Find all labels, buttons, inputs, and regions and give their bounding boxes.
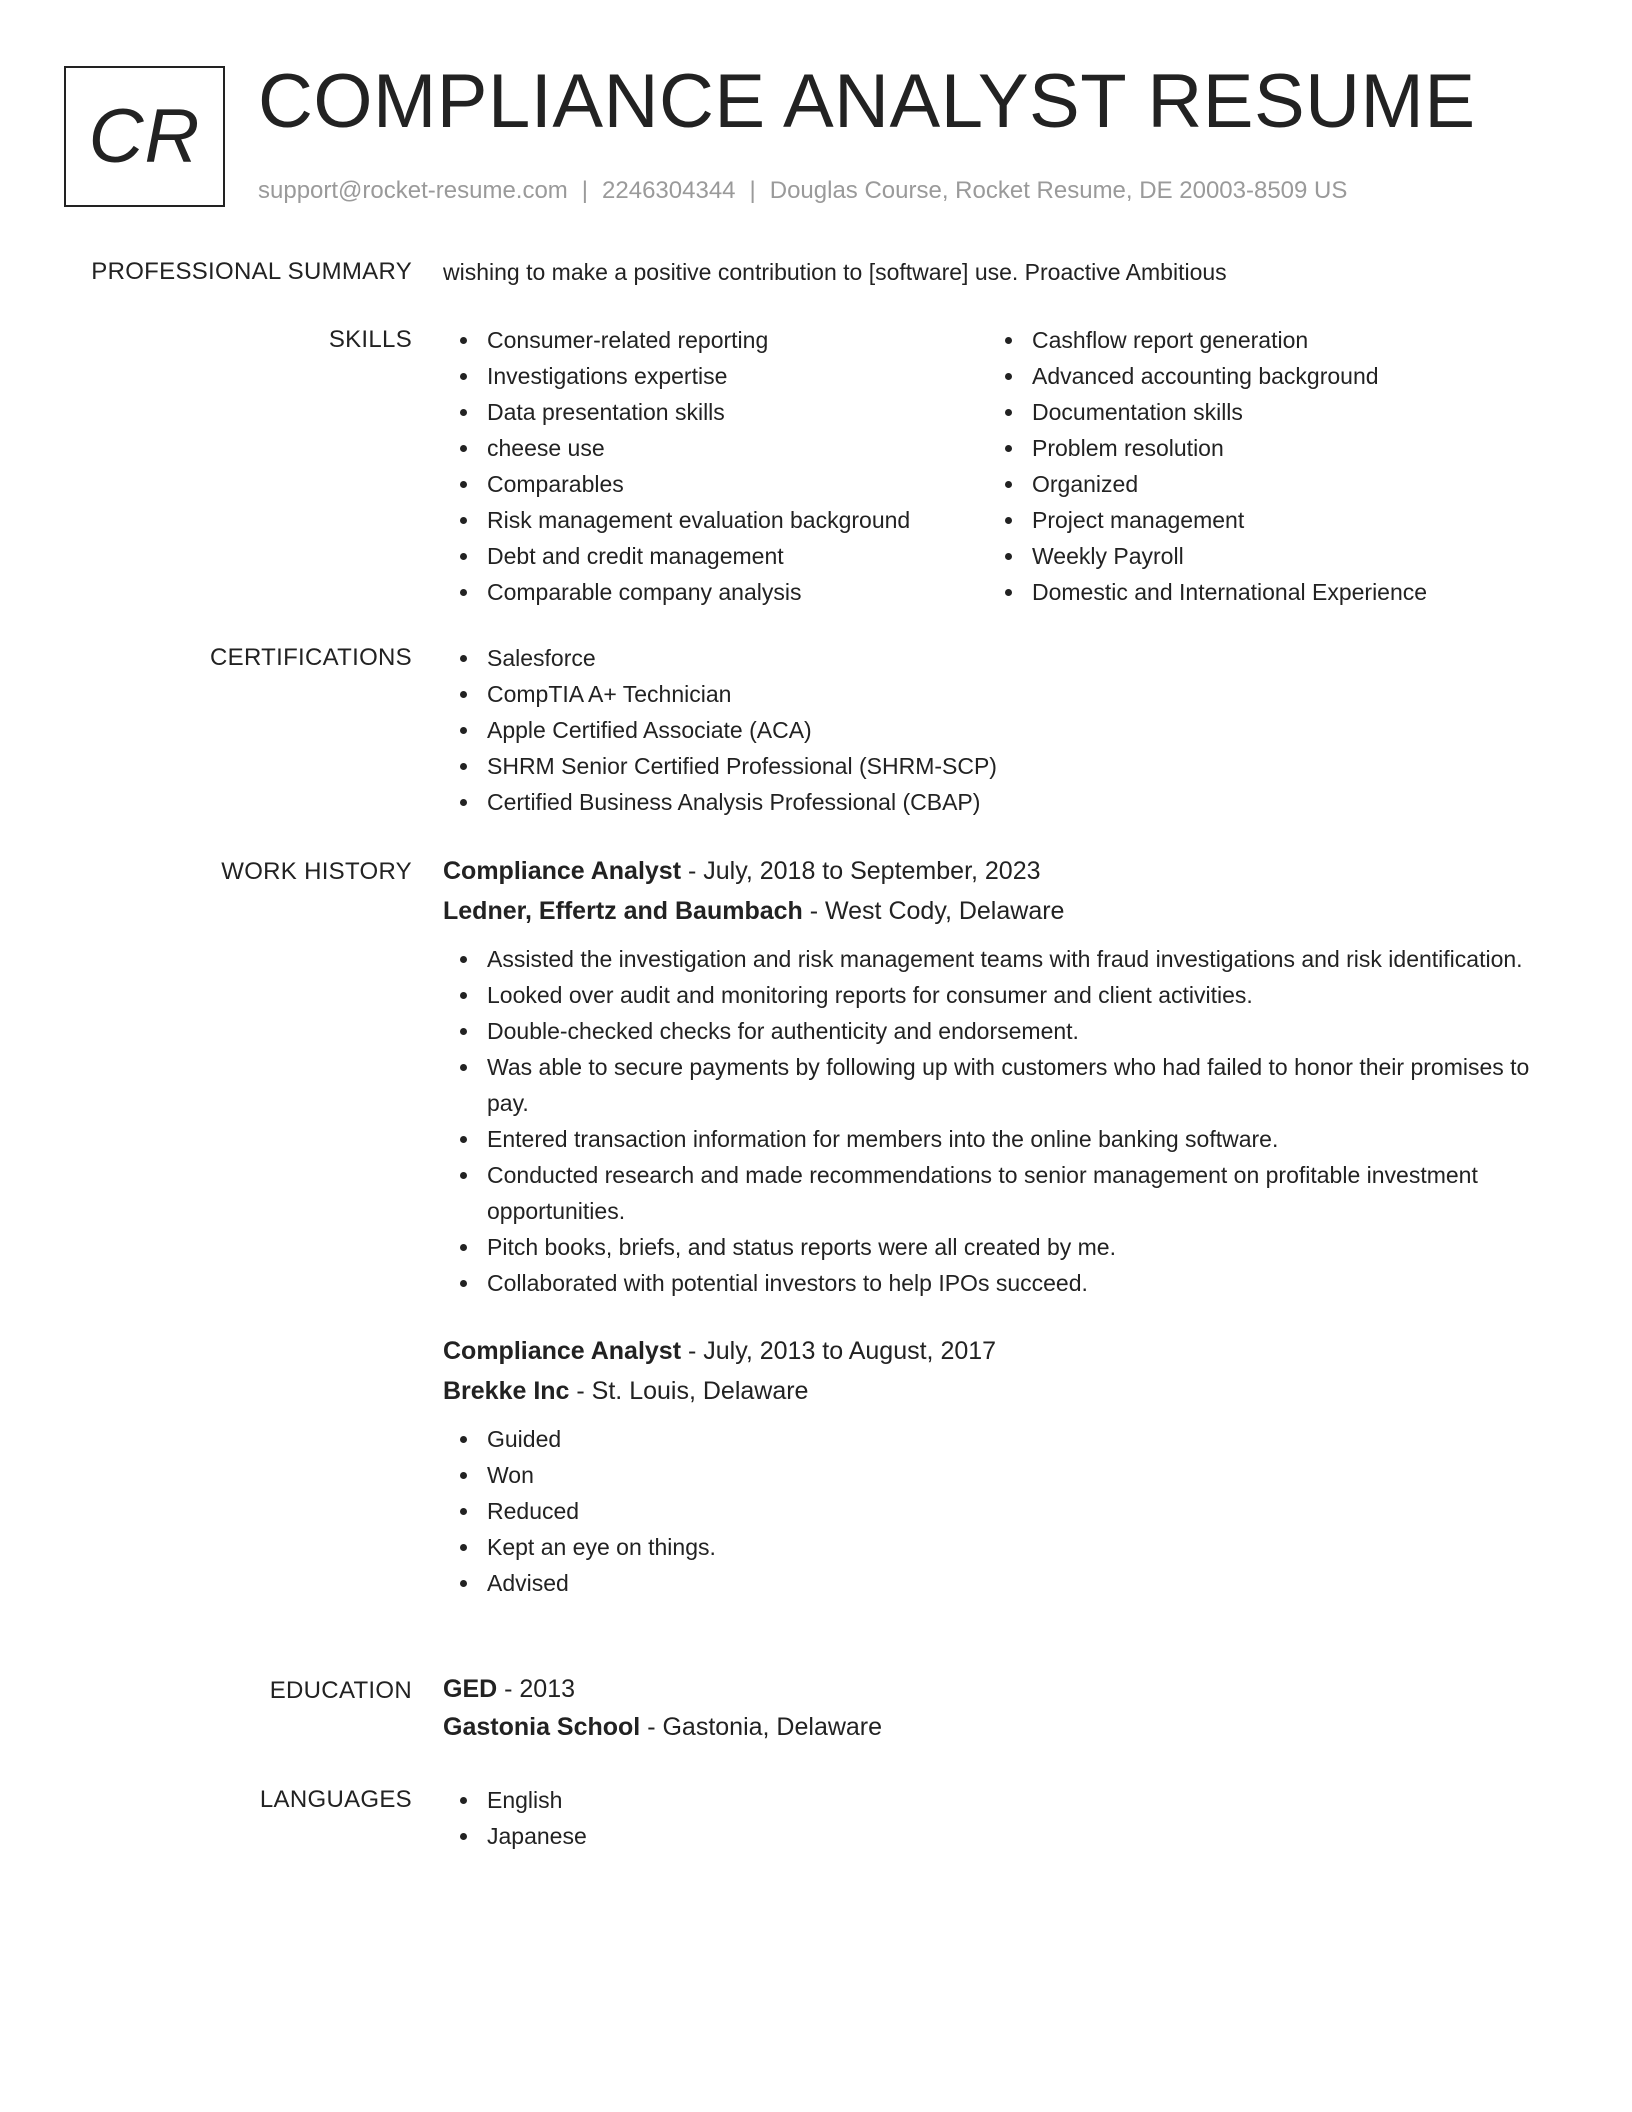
monogram-initials: CR (88, 94, 201, 179)
job-title: Compliance Analyst (443, 1337, 682, 1365)
list-item: CompTIA A+ Technician (443, 676, 1563, 712)
education-degree-line (443, 1670, 1563, 1708)
contact-line (258, 176, 1347, 206)
summary-label: PROFESSIONAL SUMMARY (91, 258, 412, 285)
skills-column-2 (988, 322, 1563, 610)
job-location: - St. Louis, Delaware (569, 1377, 809, 1405)
education-degree: GED (443, 1675, 498, 1703)
list-item: Risk management evaluation background (443, 502, 988, 538)
job-title-line (443, 851, 1563, 891)
list-item: Entered transaction information for members into the online banking software. (443, 1121, 1563, 1157)
education-school: Gastonia School (443, 1713, 641, 1741)
list-item: Documentation skills (988, 394, 1563, 430)
education-content (443, 1670, 1563, 1746)
list-item: Kept an eye on things. (443, 1529, 1563, 1565)
list-item: Collaborated with potential investors to help IPOs succeed. (443, 1265, 1563, 1301)
job-dates: - July, 2013 to August, 2017 (681, 1337, 997, 1365)
list-item: Guided (443, 1421, 1563, 1457)
list-item: Japanese (443, 1818, 1563, 1854)
job-entry (443, 851, 1563, 1301)
list-item: Organized (988, 466, 1563, 502)
certifications-label: CERTIFICATIONS (210, 644, 412, 671)
list-item: Was able to secure payments by following up with customers who had failed to honor their promises to pay. (443, 1049, 1563, 1121)
list-item: Project management (988, 502, 1563, 538)
list-item: Problem resolution (988, 430, 1563, 466)
monogram-box (64, 66, 225, 207)
list-item: Reduced (443, 1493, 1563, 1529)
contact-email: support@rocket-resume.com (258, 177, 568, 204)
list-item: Comparable company analysis (443, 574, 988, 610)
skills-columns (443, 322, 1563, 610)
contact-separator: | (581, 177, 589, 204)
contact-separator: | (749, 177, 756, 204)
certifications-content (443, 640, 1563, 820)
skills-label: SKILLS (328, 326, 412, 353)
list-item: Apple Certified Associate (ACA) (443, 712, 1563, 748)
summary-text: wishing to make a positive contribution to [software] use. Proactive Ambitious (443, 259, 1227, 285)
list-item: Assisted the investigation and risk management teams with fraud investigations and risk identification. (443, 941, 1563, 977)
work-history-content (443, 851, 1563, 1601)
job-company: Ledner, Effertz and Baumbach (443, 897, 803, 925)
list-item: Conducted research and made recommendations to senior management on profitable investment opportunities. (443, 1157, 1563, 1229)
job-title: Compliance Analyst (443, 857, 682, 885)
list-item: Investigations expertise (443, 358, 988, 394)
education-label: EDUCATION (269, 1677, 412, 1704)
contact-phone: 2246304344 (602, 177, 736, 204)
job-bullets (443, 1421, 1563, 1601)
list-item: Won (443, 1457, 1563, 1493)
list-item: cheese use (443, 430, 988, 466)
education-year: - 2013 (497, 1675, 576, 1703)
list-item: Advised (443, 1565, 1563, 1601)
job-company-line (443, 891, 1563, 931)
list-item: SHRM Senior Certified Professional (SHRM-SCP) (443, 748, 1563, 784)
job-dates: - July, 2018 to September, 2023 (681, 857, 1041, 885)
list-item: Weekly Payroll (988, 538, 1563, 574)
resume-title: COMPLIANCE ANALYST RESUME (258, 59, 1476, 144)
list-item: Domestic and International Experience (988, 574, 1563, 610)
job-entry (443, 1331, 1563, 1601)
languages-label: LANGUAGES (259, 1786, 412, 1813)
education-school-line (443, 1708, 1563, 1746)
list-item: Consumer-related reporting (443, 322, 988, 358)
list-item: Comparables (443, 466, 988, 502)
languages-list (443, 1782, 1563, 1854)
education-location: - Gastonia, Delaware (640, 1713, 883, 1741)
list-item: Certified Business Analysis Professional (CBAP) (443, 784, 1563, 820)
job-company-line (443, 1371, 1563, 1411)
languages-content (443, 1782, 1563, 1854)
contact-address: Douglas Course, Rocket Resume, DE 20003-8509 US (769, 177, 1348, 204)
list-item: Double-checked checks for authenticity and endorsement. (443, 1013, 1563, 1049)
list-item: Salesforce (443, 640, 1563, 676)
certifications-list (443, 640, 1563, 820)
list-item: Pitch books, briefs, and status reports were all created by me. (443, 1229, 1563, 1265)
job-location: - West Cody, Delaware (802, 897, 1065, 925)
job-company: Brekke Inc (443, 1377, 570, 1405)
job-title-line (443, 1331, 1563, 1371)
list-item: Advanced accounting background (988, 358, 1563, 394)
list-item: Data presentation skills (443, 394, 988, 430)
list-item: Debt and credit management (443, 538, 988, 574)
job-bullets (443, 941, 1563, 1301)
list-item: English (443, 1782, 1563, 1818)
list-item: Looked over audit and monitoring reports for consumer and client activities. (443, 977, 1563, 1013)
skills-column-1 (443, 322, 988, 610)
work-history-label: WORK HISTORY (221, 858, 412, 885)
list-item: Cashflow report generation (988, 322, 1563, 358)
